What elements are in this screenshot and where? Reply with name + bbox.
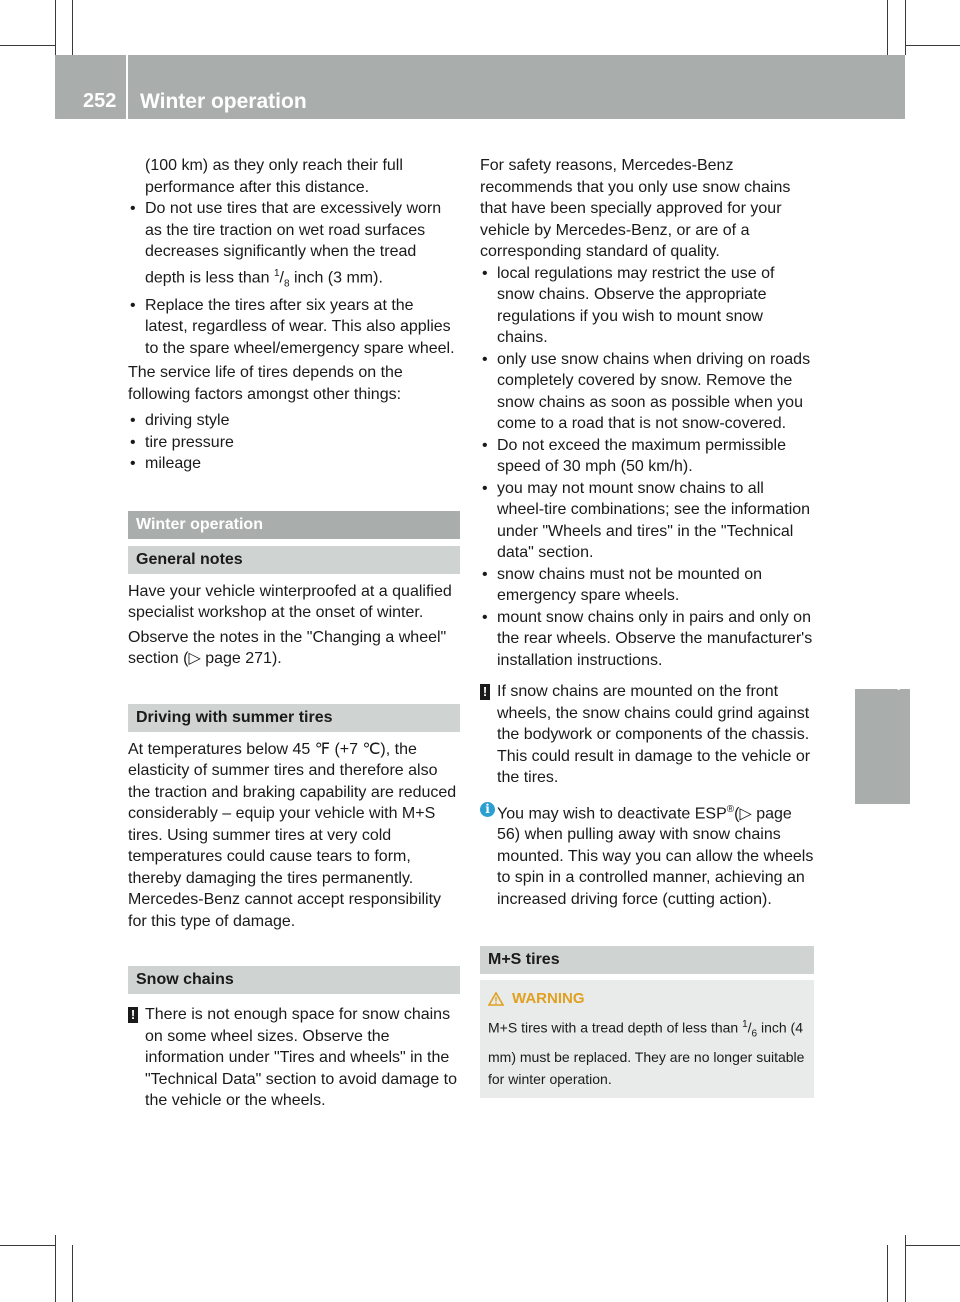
warning-title: WARNING bbox=[512, 990, 585, 1008]
factor-item: • tire pressure bbox=[128, 432, 460, 454]
warning-header bbox=[488, 988, 806, 1010]
side-tab-marker bbox=[855, 689, 910, 804]
factor-item: • driving style bbox=[128, 410, 460, 432]
crop-mark bbox=[0, 45, 55, 46]
header-divider bbox=[126, 55, 128, 119]
crop-mark bbox=[55, 0, 56, 55]
continued-text: (100 km) as they only reach their full performance after this distance. bbox=[145, 157, 403, 196]
caution-icon: ! bbox=[128, 1007, 138, 1023]
crop-mark bbox=[72, 0, 73, 55]
warning-triangle-icon bbox=[488, 992, 504, 1006]
crop-mark bbox=[55, 1235, 56, 1302]
crop-mark bbox=[72, 1245, 73, 1302]
service-life-text: The service life of tires depends on the following factors amongst other things: bbox=[128, 364, 403, 403]
section-heading-winter-operation: Winter operation bbox=[128, 511, 460, 539]
summer-tires-text: At temperatures below 45 ℉ (+7 ℃), the elasticity of summer tires and therefore also the traction and braking capability are reduced considerably – equip your vehicle with M+S tires. Using summer tires at very cold temperatures could cause tears to form, thereby damaging the tires permanently. Mercedes-Benz cannot accept responsibility for this type of damage. bbox=[128, 740, 457, 930]
snow-chains-caution-note: ! There is not enough space for snow chains on some wheel sizes. Observe the information under "Tires and wheels" in the "Technical Data" section to avoid damage to the vehicle or the wheels. bbox=[128, 1004, 460, 1112]
left-column bbox=[128, 155, 460, 1112]
crop-mark bbox=[905, 1235, 906, 1302]
general-notes-text: Have your vehicle winterproofed at a qualified specialist workshop at the onset of winter. bbox=[128, 582, 452, 622]
snow-chain-bullet: • only use snow chains when driving on roads completely covered by snow. Remove the snow chains as soon as possible when you come to a road that is not snow-covered. bbox=[480, 349, 814, 435]
section-heading-snow-chains: Snow chains bbox=[128, 966, 460, 994]
snow-chains-intro: For safety reasons, Mercedes-Benz recommends that you only use snow chains that have been specially approved for your vehicle by Mercedes-Benz, or are of a corresponding standard of quality. bbox=[480, 157, 791, 260]
crop-mark bbox=[905, 0, 906, 55]
caution-icon: ! bbox=[480, 684, 490, 700]
snow-chain-bullet: • Do not exceed the maximum permissible speed of 30 mph (50 km/h). bbox=[480, 435, 814, 478]
warning-text: M+S tires with a tread depth of less than $^1/_6$ inch (4 mm) must be replaced. They are no longer suitable for winter operation. bbox=[488, 1019, 805, 1087]
page-number: 252 bbox=[83, 90, 117, 112]
bullet-replace-tires: • Replace the tires after six years at the latest, regardless of wear. This also applies to the spare wheel/emergency spare wheel. bbox=[128, 295, 460, 360]
snow-chain-bullet: • you may not mount snow chains to all wheel-tire combinations; see the information under "Wheels and tires" in the "Technical data" section. bbox=[480, 478, 814, 564]
snow-chain-bullet: • mount snow chains only in pairs and only on the rear wheels. Observe the manufacturer's installation instructions. bbox=[480, 607, 814, 672]
ms-tires-warning-box bbox=[480, 980, 814, 1097]
front-wheels-caution-note: ! If snow chains are mounted on the front wheels, the snow chains could grind against the bodywork or components of the chassis. This could result in damage to the vehicle or the tires. bbox=[480, 681, 814, 789]
crop-mark bbox=[905, 45, 960, 46]
section-heading-summer-tires: Driving with summer tires bbox=[128, 704, 460, 732]
info-icon: i bbox=[480, 802, 495, 817]
page-title: Winter operation bbox=[140, 90, 307, 113]
section-heading-general-notes: General notes bbox=[128, 546, 460, 574]
crop-mark bbox=[887, 0, 888, 55]
crop-mark bbox=[887, 1245, 888, 1302]
section-heading-ms-tires: M+S tires bbox=[480, 946, 814, 974]
factor-item: • mileage bbox=[128, 453, 460, 475]
esp-info-note: i You may wish to deactivate ESP®(▷ page 56) when pulling away with snow chains mounted. This way you can allow the wheels to spin in a controlled manner, achieving an increased driving force (cutting action). bbox=[480, 799, 814, 911]
changing-wheel-reference: Observe the notes in the "Changing a wheel" section (▷ page 271). bbox=[128, 628, 447, 668]
crop-mark bbox=[905, 1245, 960, 1246]
bullet-tread-depth: • Do not use tires that are excessively worn as the tire traction on wet road surfaces decreases significantly when the tread depth is less than $^1/_8$ inch (3 mm). bbox=[128, 198, 460, 295]
crop-mark bbox=[0, 1245, 55, 1246]
snow-chain-bullet: • local regulations may restrict the use of snow chains. Observe the appropriate regulations if you wish to mount snow chains. bbox=[480, 263, 814, 349]
right-column bbox=[480, 155, 814, 1098]
snow-chain-bullet: • snow chains must not be mounted on emergency spare wheels. bbox=[480, 564, 814, 607]
side-tab-label: Tires and wheels bbox=[893, 513, 918, 690]
